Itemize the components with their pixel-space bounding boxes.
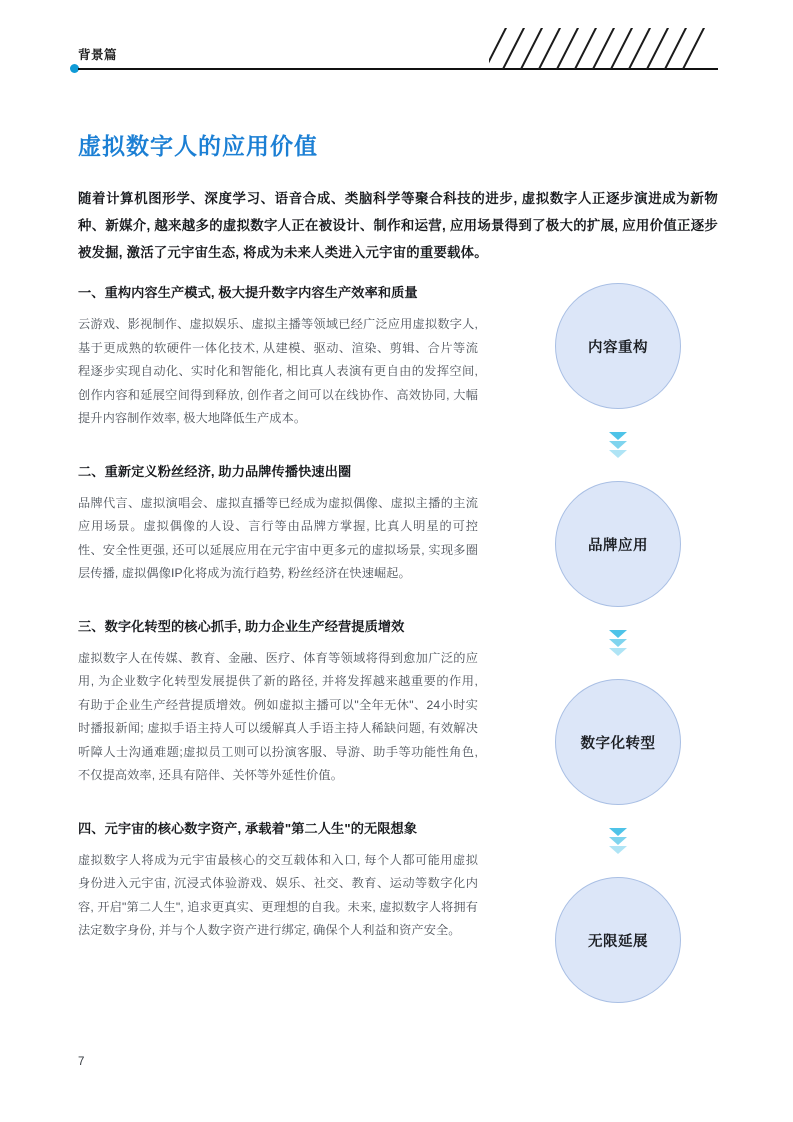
section-infinite-extension (78, 818, 478, 943)
page-title: 虚拟数字人的应用价值 (78, 133, 318, 160)
double-chevron-down-icon (528, 805, 708, 877)
page-number: 7 (78, 1056, 85, 1068)
section-digital-transformation (78, 616, 478, 788)
flow-node-2: 品牌应用 (555, 481, 681, 607)
section-content-reconstruction (78, 282, 478, 431)
section-body: 虚拟数字人在传媒、教育、金融、医疗、体育等领域将得到愈加广泛的应用, 为企业数字化转型发展提供了新的路径, 并将发挥越来越重要的作用, 有助于企业生产经营提质增效。例如虚拟主播可以"全年无休"、24小时实时播报新闻; 虚拟手语主持人可以缓解真人手语主持人稀缺问题, 有效解决听障人士沟通难题;虚拟员工则可以扮演客服、导游、助手等功能性角色, 不仅提高效率, 还具有陪伴、关怀等外延性价值。 (78, 650, 478, 782)
header-section-tag: 背景篇 (78, 48, 118, 62)
section-brand-application (78, 461, 478, 586)
double-chevron-down-icon (528, 409, 708, 481)
section-body: 品牌代言、虚拟演唱会、虚拟直播等已经成为虚拟偶像、虚拟主播的主流应用场景。虚拟偶像的人设、言行等由品牌方掌握, 比真人明星的可控性、安全性更强, 还可以延展应用在元宇宙中更多元的虚拟场景, 实现多圈层传播, 虚拟偶像IP化将成为流行趋势, 粉丝经济在快速崛起。 (78, 495, 478, 580)
hatch-line (489, 28, 493, 69)
flow-diagram (528, 283, 708, 1003)
content-column (78, 282, 478, 965)
header-hatch-decoration (489, 28, 719, 69)
hatch-line (681, 28, 709, 69)
flow-node-4: 无限延展 (555, 877, 681, 1003)
double-chevron-down-icon (528, 607, 708, 679)
section-body: 云游戏、影视制作、虚拟娱乐、虚拟主播等领域已经广泛应用虚拟数字人, 基于更成熟的软硬件一体化技术, 从建模、驱动、渲染、剪辑、合片等流程逐步实现自动化、实时化和智能化, 相比真人表演有更自由的发挥空间, 创作内容和延展空间得到释放, 创作者之间可以在线协作、高效协同, 大幅提升内容制作效率, 极大地降低生产成本。 (78, 317, 478, 425)
hatch-line (489, 28, 511, 69)
lead-paragraph: 随着计算机图形学、深度学习、语音合成、类脑科学等聚合科技的进步, 虚拟数字人正逐步演进成为新物种、新媒介, 越来越多的虚拟数字人正在被设计、制作和运营, 应用场景得到了极大的扩展, 应用价值正逐步被发掘, 激活了元宇宙生态, 将成为未来人类进入元宇宙的重要载体。 (78, 191, 718, 261)
section-heading: 一、重构内容生产模式, 极大提升数字内容生产效率和质量 (78, 285, 418, 300)
section-heading: 二、重新定义粉丝经济, 助力品牌传播快速出圈 (78, 463, 352, 479)
flow-node-1: 内容重构 (555, 283, 681, 409)
section-heading: 四、元宇宙的核心数字资产, 承载着"第二人生"的无限想象 (78, 820, 418, 836)
page-header (0, 0, 793, 86)
section-body: 虚拟数字人将成为元宇宙最核心的交互载体和入口, 每个人都可能用虚拟身份进入元宇宙, 沉浸式体验游戏、娱乐、社交、教育、运动等数字化内容, 开启"第二人生", 追求更真实、更理想的自我。未来, 虚拟数字人将拥有法定数字身份, 并与个人数字资产进行绑定, 确保个人利益和资产安全。 (78, 852, 478, 937)
section-heading: 三、数字化转型的核心抓手, 助力企业生产经营提质增效 (78, 618, 405, 634)
flow-node-3: 数字化转型 (555, 679, 681, 805)
